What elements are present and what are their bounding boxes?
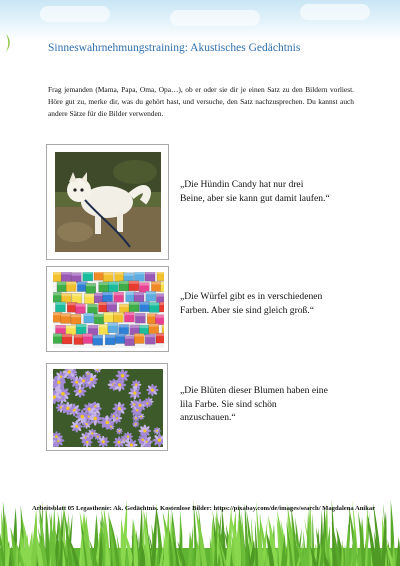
- dog-photo: [55, 152, 161, 252]
- leaf-decoration-icon: [4, 34, 12, 52]
- colored-cubes-photo: [53, 272, 164, 348]
- image-card-flowers: [46, 363, 168, 451]
- image-card-dog: [46, 144, 169, 260]
- header-sky-band: [0, 0, 400, 40]
- page-title: Sinneswahrnehmungstraining: Akustisches Gedächtnis: [48, 42, 301, 54]
- purple-flowers-photo: [53, 369, 163, 447]
- caption-dog: „Die Hündin Candy hat nur drei Beine, aber sie kann gut damit laufen.“: [180, 179, 330, 204]
- cloud-decoration: [40, 6, 110, 22]
- caption-cubes: „Die Würfel gibt es in verschiedenen Farben. Aber sie sind gleich groß.“: [180, 291, 323, 316]
- image-card-cubes: [46, 266, 169, 352]
- caption-flowers: „Die Blüten dieser Blumen haben eine lila Farbe. Sie sind schön anzuschauen.“: [180, 385, 328, 423]
- cloud-decoration: [300, 4, 370, 20]
- cloud-decoration: [170, 10, 260, 26]
- instructions-text: Frag jemanden (Mama, Papa, Oma, Opa…), ob er oder sie dir je einen Satz zu den Bildern vorliest. Höre gut zu, merke dir, was du gehört hast, und versuche, den Satz nachzusprechen. Du kannst auch andere Sätze für die Bilder verwenden.: [48, 85, 354, 118]
- footer-credits: Arbeitsblatt 05 Legasthenie: Ak. Gedächtnis. Kostenlose Bilder: https://pixabay.com/de/images/search/ Magdalena Anikar: [32, 505, 376, 512]
